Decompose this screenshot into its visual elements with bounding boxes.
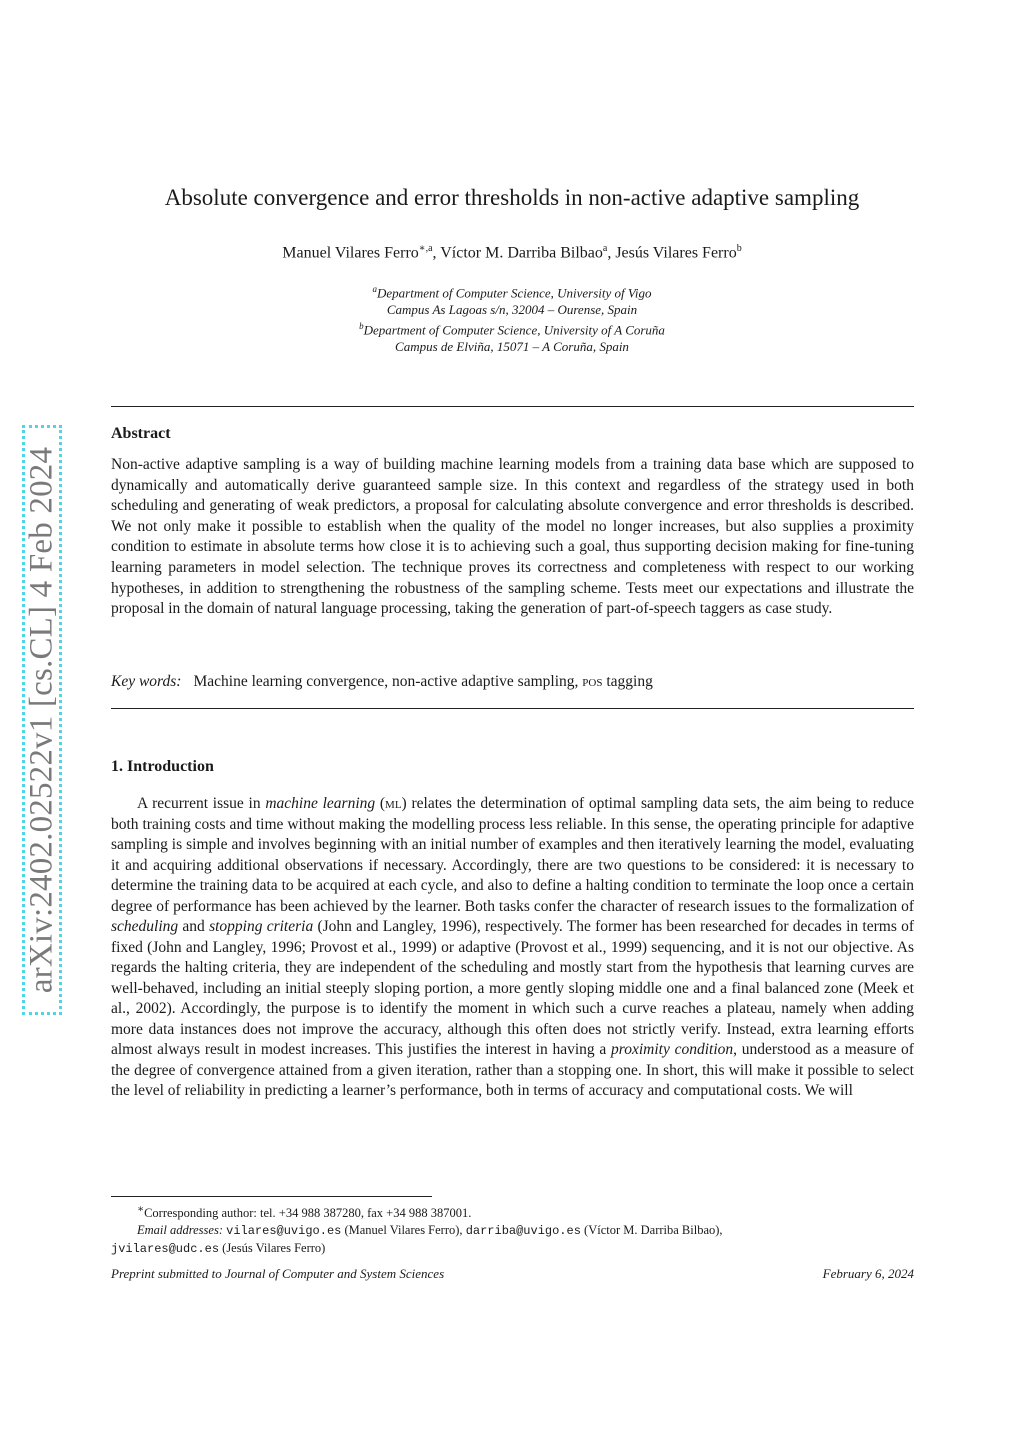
affiliation-b-address: Campus de Elviña, 15071 – A Coruña, Spain: [395, 339, 629, 355]
emphasis-text: scheduling: [111, 918, 179, 935]
affiliation-b: [0, 318, 1024, 339]
author-affil-mark: ∗,a: [418, 243, 433, 254]
body-text: and: [178, 918, 210, 935]
footnote-text: (Víctor M. Darriba Bilbao),: [580, 1223, 723, 1238]
footnotes: [111, 1201, 914, 1258]
body-text: (John and Langley, 1996), respectively. The former has been researched for decades in terms of fixed (John and Langley, 1996; Provost et al., 1999) or adaptive (Provost et al., 1999) sequencing, and it is not our objective. As regards the halting criteria, they are independent of the scheduling and mostly start from the hypothesis that learning curves are well-behaved, including an initial steeply sloping portion, a more gently sloping middle one and a final balanced zone (Meek et al., 2002). Accordingly, the purpose is to identify the moment in which such a curve reaches a plateau, namely when adding more data instances does not improve the accuracy, although this often does not strictly verify. Instead, extra learning efforts almost always result in modest increases. This justifies the interest in having a: [111, 918, 915, 1058]
keywords-label: Key words:: [111, 673, 182, 690]
emphasis-text: proximity condition: [611, 1041, 734, 1058]
affiliation-line: Department of Computer Science, University of Vigo: [376, 285, 652, 301]
keywords-text: Machine learning convergence, non-active adaptive sampling,: [193, 673, 583, 690]
body-text: relates the determination of optimal sampling data sets, the aim being to reduce both training costs and time without making the modelling process less reliable. In this sense, the operating principle for adaptive sampling is simple and involves beginning with an initial number of examples and then iteratively learning the model, evaluating it and acquiring additional observations if necessary. Accordingly, there are two questions to be considered: it is necessary to determine the training data to be acquired at each cycle, and also to define a halting condition to terminate the loop once a certain degree of performance has been achieved by the learner. Both tasks confer the character of research issues to the formalization of: [111, 795, 914, 915]
abstract-bottom-rule: [111, 708, 914, 709]
abstract-body: Non-active adaptive sampling is a way of building machine learning models from a training data base which are supposed to dynamically and automatically derive guaranteed sample size. In this context and regardless of the strategy used in both scheduling and generating of weak predictors, a proposal for calculating absolute convergence and error thresholds is described. We not only make it possible to establish when the quality of the model no longer increases, but also supplies a proximity condition to estimate in absolute terms how close it is to achieving such a goal, thus supporting decision making for fine-tuning learning parameters in model selection. The technique proves its correctness and completeness with respect to our working hypotheses, in addition to strengthening the robustness of the sampling scheme. Tests meet our expectations and illustrate the proposal in the domain of natural language processing, taking the generation of part-of-speech taggers as case study.: [111, 456, 914, 618]
footnote-emails-cont: [111, 1240, 914, 1258]
footnote-text: (Jesús Vilares Ferro): [219, 1241, 326, 1256]
body-text: , understood as a measure of the degree of convergence attained from a given iteration, rather than a stopping one. In short, this will make it possible to select the level of reliability in predicting a learner’s performance, both in terms of accuracy and computational costs. We will: [111, 1041, 914, 1099]
section-heading: 1. Introduction: [111, 758, 214, 775]
author-separator: ,: [432, 244, 441, 262]
affiliation-a: [0, 281, 1024, 302]
abstract-heading: Abstract: [111, 425, 171, 442]
acronym-text: (ml): [375, 795, 412, 812]
emphasis-text: machine learning: [265, 795, 376, 812]
author-name: Manuel Vilares Ferro: [282, 244, 419, 262]
footnote-rule: [111, 1196, 432, 1197]
footer-journal: Preprint submitted to Journal of Computer and System Sciences: [111, 1266, 445, 1281]
footnote-text: (Manuel Vilares Ferro),: [341, 1223, 466, 1238]
emphasis-text: stopping criteria: [209, 918, 314, 935]
footnote-mark: ∗: [137, 1204, 145, 1215]
footnote-text: Corresponding author: tel. +34 988 387280, fax +34 988 387001.: [144, 1206, 472, 1221]
page-footer: [111, 1266, 914, 1282]
author-list: [0, 243, 1024, 262]
footer-date: February 6, 2024: [822, 1266, 914, 1281]
paper-title: Absolute convergence and error thresholds in non-active adaptive sampling: [164, 185, 860, 210]
author-affil-mark: a: [602, 243, 608, 254]
body-text: A recurrent issue in: [137, 795, 266, 812]
keywords-acronym: pos: [582, 673, 603, 690]
footnote-corresponding: [111, 1201, 914, 1222]
affiliation-a-address: Campus As Lagoas s/n, 32004 – Ourense, Spain: [386, 301, 638, 317]
affiliation-mark: b: [359, 321, 364, 332]
abstract-top-rule: [111, 406, 914, 407]
email-link[interactable]: darriba@uvigo.es: [465, 1224, 581, 1239]
introduction-paragraph: [111, 794, 914, 1102]
author-name: Jesús Vilares Ferro: [615, 244, 737, 262]
keywords-text: tagging: [602, 673, 653, 690]
email-link[interactable]: vilares@uvigo.es: [226, 1224, 342, 1239]
affiliations: [0, 281, 1024, 356]
affiliation-line: Department of Computer Science, University of A Coruña: [363, 322, 665, 338]
arxiv-identifier: arXiv:2402.02522v1 [cs.CL] 4 Feb 2024: [23, 446, 60, 994]
author-separator: ,: [607, 244, 616, 262]
email-label: Email addresses:: [137, 1223, 223, 1238]
author-affil-mark: b: [736, 243, 742, 254]
email-link[interactable]: jvilares@udc.es: [111, 1242, 220, 1257]
keywords: [111, 673, 653, 691]
footnote-emails: [111, 1222, 914, 1240]
author-name: Víctor M. Darriba Bilbao: [440, 244, 603, 262]
affiliation-mark: a: [372, 284, 377, 294]
